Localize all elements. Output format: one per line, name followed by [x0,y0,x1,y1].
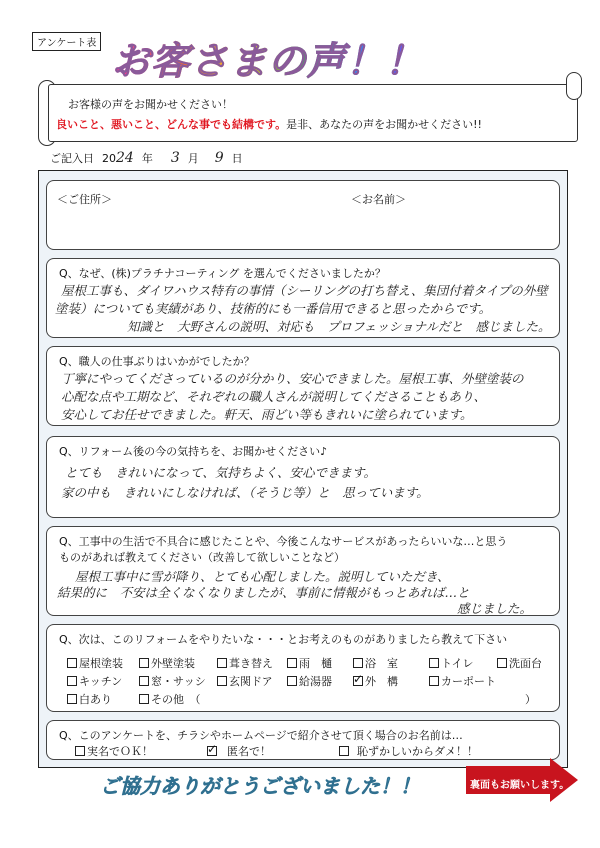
date-day: 9 [214,150,224,166]
q1-section [46,258,560,338]
q5-section [46,624,560,712]
back-side-note: 裏面もお願いします。 [470,780,570,791]
q4-answer-line: 感じました。 [457,601,533,616]
q4-section [46,526,560,616]
survey-tag: アンケート表 [32,32,101,51]
checkbox[interactable] [287,658,297,668]
option-exterior[interactable]: ✓ 外 構 [353,673,398,689]
intro-request: 是非、あなたの声をお聞かせください!! [286,118,482,131]
checkbox[interactable] [67,694,77,704]
q3-answer-line: とても きれいになって、気持ちよく、安心できます。 [65,465,377,480]
thanks-message: ご協力ありがとうございました！！ [100,774,420,798]
q2-answer-line: 安心してお任せできました。軒天、雨どい等もきれいに塗られています。 [61,407,473,422]
option-bathroom[interactable]: 浴 室 [353,655,398,671]
checkbox[interactable] [67,676,77,686]
option-carport[interactable]: カーポート [429,673,496,689]
option-water-heater[interactable]: 給湯器 [287,673,332,689]
option-gutter[interactable]: 雨 樋 [287,655,332,671]
checkbox-checked[interactable] [353,676,363,686]
option-reroofing[interactable]: 葺き替え [217,655,273,671]
q2-answer-line: 心配な点や工期など、それぞれの職人さんが説明してくださることもあり、 [61,389,487,404]
q2-question: Q、職人の仕事ぶりはいかがでしたか？ [59,355,255,368]
checkbox[interactable] [139,658,149,668]
q1-answer-line: 塗装）についても実績があり、技術的にも一番信用できると思ったからです。 [55,301,492,316]
option-kitchen[interactable]: キッチン [67,673,122,689]
q4-answer-line: 結果的に 不安は全くなくなりましたが、事前に情報がもっとあれば…と [57,585,470,600]
day-label: 日 [231,152,243,165]
checkbox[interactable] [353,658,363,668]
option-washstand[interactable]: 洗面台 [497,655,542,671]
date-label: ご記入日 [50,152,94,165]
intro-line-1: お客様の声をお聞かせください！ [68,98,233,111]
q6-section [46,720,560,760]
option-real-name[interactable]: 実名でＯＫ！ [75,743,153,759]
checkbox[interactable] [139,694,149,704]
page-title: お客さまの声！！ [112,30,424,85]
checkbox[interactable] [217,676,227,686]
name-label: ＜お名前＞ [351,193,406,206]
q1-answer-line: 知識と 大野さんの説明、対応も プロフェッショナルだと 感じました。 [127,319,551,334]
q6-question: Q、このアンケートを、チラシやホームページで紹介させて頂く場合のお名前は… [59,729,463,742]
scroll-curl-right [566,72,582,100]
q3-section [46,436,560,518]
checkbox[interactable] [287,676,297,686]
checkbox[interactable] [497,658,507,668]
option-roof-painting[interactable]: 屋根塗装 [67,655,123,671]
intro-emphasis: 良いこと、悪いこと、どんな事でも結構です。 [56,118,287,131]
intro-banner [48,84,578,142]
q4-answer-line: 屋根工事中に雪が降り、とても心配しました。説明していただき、 [75,569,450,584]
checkbox-checked[interactable] [207,746,217,756]
option-window-sash[interactable]: 窓・サッシ [139,673,206,689]
other-close-paren: ） [525,693,536,706]
checkbox[interactable] [429,676,439,686]
month-label: 月 [187,152,199,165]
checkbox[interactable] [429,658,439,668]
checkbox[interactable] [139,676,149,686]
customer-info-section [46,180,560,250]
option-wall-painting[interactable]: 外壁塗装 [139,655,195,671]
year-label: 年 [141,152,153,165]
date-month: 3 [170,150,180,166]
q2-answer-line: 丁寧にやってくださっているのが分かり、安心できました。屋根工事、外壁塗装の [61,371,524,386]
q5-question: Q、次は、このリフォームをやりたいな・・・とお考えのものがありましたら教えて下さい [59,633,508,646]
q2-section [46,346,560,426]
q3-question: Q、リフォーム後の今の気持ちを、お聞かせください♪ [59,445,328,458]
option-decline[interactable]: 恥ずかしいからダメ！！ [339,743,478,759]
option-entrance-door[interactable]: 玄関ドア [217,673,273,689]
intro-line-2 [56,116,482,132]
q1-question: Q、なぜ、(株)プラチナコーティング を選んでくださいましたか？ [59,267,386,280]
date-year: 2024 [102,150,134,166]
entry-date [50,150,243,166]
option-toilet[interactable]: トイレ [429,655,473,671]
checkbox[interactable] [67,658,77,668]
q4-question-line-1: Q、工事中の生活で不具合に感じたことや、今後こんなサービスがあったらいいな…と思う [59,535,508,548]
option-anonymous[interactable]: ✓ 匿名で！ [207,743,271,759]
option-termite[interactable]: 白あり [67,691,112,707]
q1-answer-line: 屋根工事も、ダイワハウス特有の事情（シーリングの打ち替え、集団付着タイプの外壁 [61,283,548,298]
checkbox[interactable] [75,746,85,756]
option-other[interactable]: その他 （ [139,691,201,707]
checkbox[interactable] [339,746,349,756]
q3-answer-line: 家の中も きれいにしなければ、（そうじ等）と 思っています。 [61,485,429,500]
address-label: ＜ご住所＞ [57,193,112,206]
q4-question-line-2: ものがあれば教えてください（改善して欲しいことなど） [59,551,345,564]
checkbox[interactable] [217,658,227,668]
